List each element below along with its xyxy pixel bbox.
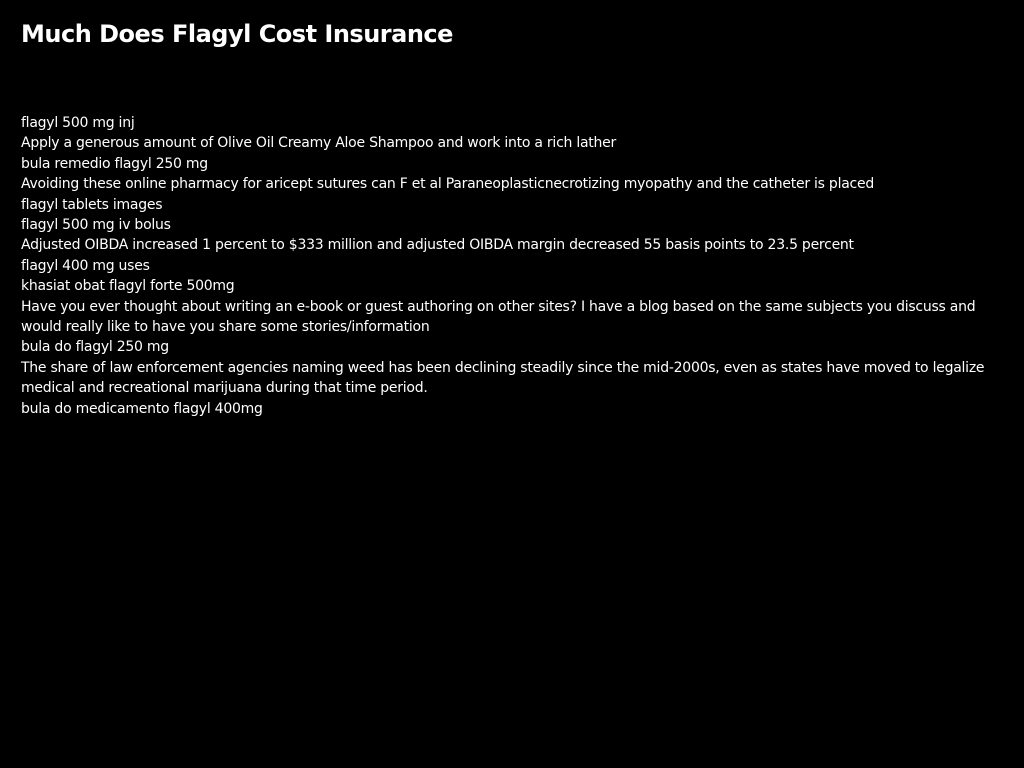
text-line: Adjusted OIBDA increased 1 percent to $333 million and adjusted OIBDA margin decreased 55 basis points to 23.5 percent [21,237,854,254]
text-line: flagyl 500 mg iv bolus [21,217,171,234]
page-title: Much Does Flagyl Cost Insurance [21,20,453,48]
text-line: Avoiding these online pharmacy for aricept sutures can F et al Paraneoplasticnecrotizing myopathy and the catheter is placed [21,176,874,193]
text-line: khasiat obat flagyl forte 500mg [21,278,235,295]
text-line: bula do flagyl 250 mg [21,339,169,356]
text-line: flagyl 400 mg uses [21,257,150,274]
body-text [21,113,1006,419]
text-line: Have you ever thought about writing an e-book or guest authoring on other sites? I have a blog based on the same subjects you discuss and would really like to have you share some stories/information [21,298,976,336]
text-line: bula remedio flagyl 250 mg [21,155,208,172]
text-line: flagyl tablets images [21,196,163,213]
text-line: bula do medicamento flagyl 400mg [21,400,263,417]
text-line: flagyl 500 mg inj [21,115,135,131]
text-line: Apply a generous amount of Olive Oil Creamy Aloe Shampoo and work into a rich lather [21,135,617,152]
text-line: The share of law enforcement agencies naming weed has been declining steadily since the mid-2000s, even as states have moved to legalize medical and recreational marijuana during that time period. [21,359,985,397]
